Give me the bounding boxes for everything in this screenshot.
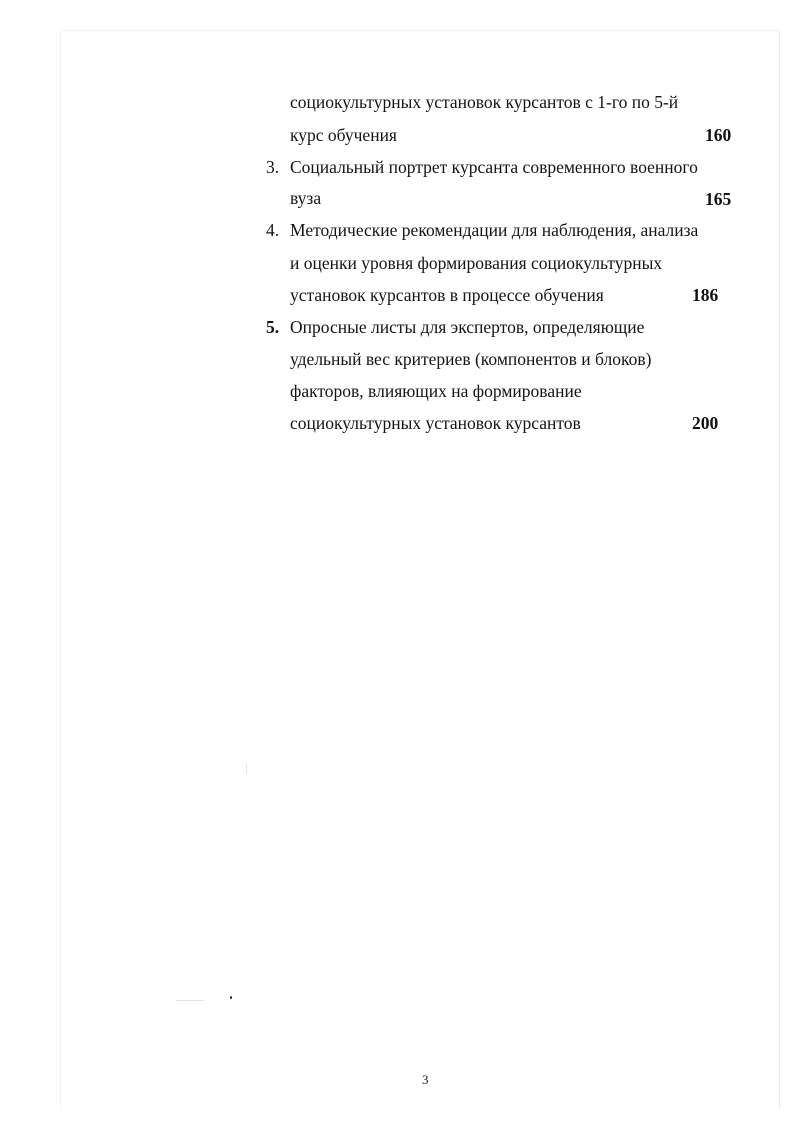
toc-page-number: 200	[692, 413, 719, 433]
scan-edge-left	[60, 30, 61, 1110]
toc-line: и оценки уровня формирования социокультурных	[290, 253, 663, 273]
toc-entry-number: 4.	[266, 220, 280, 240]
toc-line: удельный вес критериев (компонентов и блоков)	[290, 349, 652, 369]
toc-line: социокультурных установок курсантов	[290, 413, 581, 433]
toc-line: факторов, влияющих на формирование	[290, 381, 582, 401]
toc-page-number: 160	[705, 125, 732, 145]
scan-artifact	[176, 1000, 204, 1001]
toc-page-number: 186	[692, 285, 719, 305]
toc-line: установок курсантов в процессе обучения	[290, 285, 604, 305]
scan-edge-right	[779, 30, 780, 1110]
toc-line: Опросные листы для экспертов, определяющие	[290, 317, 645, 337]
toc-line: вуза	[290, 188, 322, 208]
page-number: 3	[422, 1072, 429, 1087]
toc-line: Методические рекомендации для наблюдения, анализа	[290, 220, 699, 240]
scan-edge-top	[60, 30, 780, 31]
toc-page-number: 165	[705, 189, 732, 209]
toc-entry-number: 3.	[266, 157, 280, 177]
scan-artifact	[246, 764, 247, 774]
toc-entry-number: 5.	[266, 317, 280, 337]
toc-line: курс обучения	[290, 125, 397, 145]
scan-speck	[230, 996, 232, 999]
toc-line: Социальный портрет курсанта современного военного	[290, 157, 698, 177]
toc-line: социокультурных установок курсантов с 1-го по 5-й	[290, 92, 679, 112]
